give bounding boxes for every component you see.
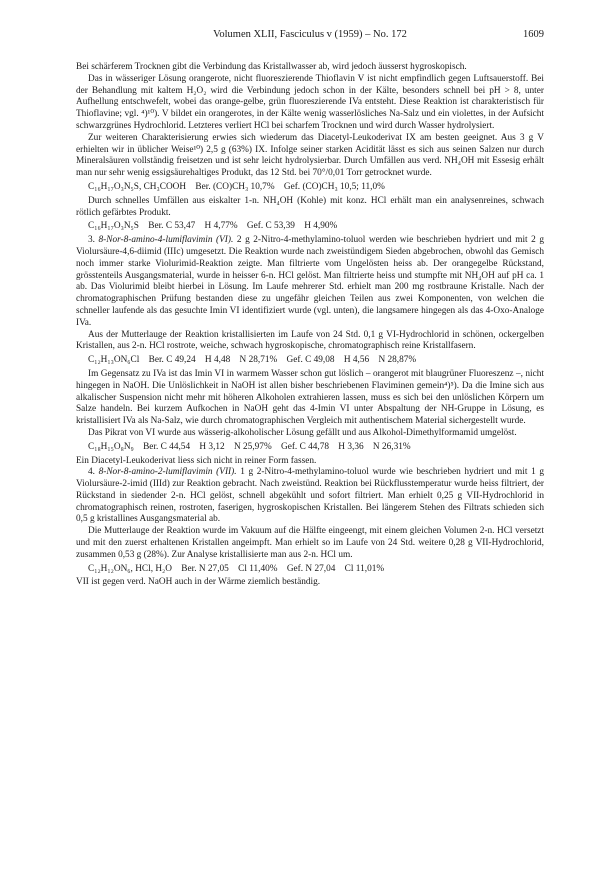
article-body (76, 62, 544, 589)
analysis-line (76, 442, 544, 454)
paragraph-text: 2 g 2-Nitro-4-methylamino-toluol werden wie beschrieben hydriert und mit 2 g Violursäure-4,6-diimid (IIIc) umgesetzt. Die Reaktion wurde nach zweistündigem Sieden abgebrochen, obwohl das Gemisch noch immer starke Violurimid-Reaktion zeigte. Man filtrierte vom Ungelösten heiss ab. Der orangegelbe Rückstand, grösstenteils Ausgangsmaterial, wurde in heisser 6-n. HCl gelöst. Man filtrierte heiss und stumpfte mit NH₄OH auf pH ca. 1 ab. Das Violurimid bleibt hierbei in Lösung. Im Laufe mehrerer Std. erhielt man 200 mg rostbraune Kristalle. Nach der chromatographischen Prüfung bestanden diese zu ungefähr gleichen Teilen aus zwei Komponenten, von welchen die schneller laufende als das gesuchte Imin VI identifiziert wurde (vgl. unten), die langsamere hingegen als das 4-Oxo-Analoge IVa. (76, 235, 545, 328)
compound-heading: 8-Nor-8-amino-4-lumiflavimin (VI). (98, 235, 234, 246)
page-number: 1609 (523, 29, 544, 40)
body-paragraph (76, 74, 544, 133)
body-paragraph (76, 196, 544, 220)
body-paragraph (76, 133, 544, 180)
body-paragraph (76, 62, 544, 74)
body-paragraph (76, 428, 544, 440)
section-number: 3. (88, 235, 99, 246)
body-paragraph (76, 330, 544, 354)
page-header (76, 28, 544, 41)
analysis-line (76, 564, 544, 576)
body-paragraph (76, 456, 544, 468)
paragraph-text: VII ist gegen verd. NaOH auch in der Wärme ziemlich beständig. (76, 577, 321, 588)
section-number: 4. (88, 467, 99, 478)
analysis-line (76, 355, 544, 367)
paragraph-text: Aus der Mutterlauge der Reaktion kristallisierten im Laufe von 24 Std. 0,1 g VI-Hydrochlorid in schönen, ockergelben Kristallen, aus 2-n. HCl rostrote, weiche, schwach hygroskopische, chromatographisch reine Kristallfasern. (76, 329, 544, 352)
paragraph-text: C₁₆H₁₇O₃N₅S Ber. C 53,47 H 4,77% Gef. C 53,39 H 4,90% (88, 221, 338, 232)
running-title: Volumen XLII, Fasciculus v (1959) – No. 172 (213, 29, 407, 40)
paragraph-text: C₁₆H₁₇O₃N₅S, CH₃COOH Ber. (CO)CH₃ 10,7% Gef. (CO)CH₃ 10,5; 11,0% (88, 181, 385, 192)
paragraph-text: Die Mutterlauge der Reaktion wurde im Vakuum auf die Hälfte eingeengt, mit einem gleichen Volumen 2-n. HCl versetzt und mit den zuerst erhaltenen Kristallen angeimpft. Man erhielt so im Laufe von 24 Std. weitere 0,28 g VII-Hydrochlorid, zusammen 0,53 g (28%). Zur Analyse kristallisierte man aus 2-n. HCl um. (76, 526, 544, 560)
paragraph-text: Das Pikrat von VI wurde aus wässerig-alkoholischer Lösung gefällt und aus Alkohol-Dimethylformamid umgelöst. (88, 427, 517, 438)
analysis-line (76, 221, 544, 233)
analysis-line (76, 182, 544, 194)
paragraph-text: Zur weiteren Charakterisierung erwies sich wiederum das Diacetyl-Leukoderivat IX am besten geeignet. Aus 3 g V erhielten wir in üblicher Weise¹⁰) 2,5 g (63%) IX. Infolge seiner starken Acidität lässt es sich aus seinen Salzen nur durch Mineralsäuren vollständig freisetzen und ist sehr leicht hydrolysierbar. Durch Umfällen aus verd. NH₄OH mit Essesig erhält man nur sehr wenig essigsäurehaltiges Produkt, das 12 Std. bei 70°/0,01 Torr getrocknet wurde. (76, 132, 544, 179)
body-paragraph (76, 369, 544, 428)
paragraph-text: Bei schärferem Trocknen gibt die Verbindung das Kristallwasser ab, wird jedoch äusserst hygroskopisch. (76, 62, 467, 72)
paragraph-text: 1 g 2-Nitro-4-methylamino-toluol wurde wie beschrieben hydriert und mit 1 g Violursäure-2-imid (IIId) zur Reaktion gebracht. Nach zweistünd. Reaktion bei Rückflusstemperatur wurde heiss filtriert, der Rückstand in siedender 2-n. HCl gelöst, schnell abgekühlt und sofort filtriert. Man erhielt 0,25 g VII-Hydrochlorid in chromatographisch reinen, rostroten, faserigen, hygroskopischen Kristallen. Bei längerem Stehen des Filtrats schieden sich 0,5 g kristallines Ausgangsmaterial ab. (76, 467, 544, 525)
compound-heading: 8-Nor-8-amino-2-lumiflavimin (VII). (98, 467, 237, 478)
body-paragraph (76, 467, 544, 526)
body-paragraph (76, 235, 544, 329)
paragraph-text: C₁₂H₁₂ON₆, HCl, H₂O Ber. N 27,05 Cl 11,40% Gef. N 27,04 Cl 11,01% (88, 563, 385, 574)
paragraph-text: Im Gegensatz zu IVa ist das Imin VI in warmem Wasser schon gut löslich – orangerot mit blaugrüner Fluoreszenz –, nicht hingegen in NaOH. Die Unlöslichkeit in NaOH ist allen bisher beschriebenen Flaviminen gemein⁴)⁵). Da die Imine sich aus alkalischer Suspension nicht mehr mit höheren Alkoholen extrahieren lassen, muss es sich bei den unlöslichen Körpern um Salze handeln. Bei kurzem Aufkochen in NaOH geht das 4-Imin VI unter Abspaltung der NH-Gruppe in Lösung, es kristallisiert IVa als Na-Salz, wie durch chromatographischen Vergleich mit authentischem Material sichergestellt wurde. (76, 368, 544, 427)
paragraph-text: C₁₂H₁₃ON₆Cl Ber. C 49,24 H 4,48 N 28,71% Gef. C 49,08 H 4,56 N 28,87% (88, 355, 417, 366)
paragraph-text: Das in wässeriger Lösung orangerote, nicht fluoreszierende Thioflavin V ist nicht empfindlich gegen Luftsauerstoff. Bei der Behandlung mit kaltem H₂O₂ wird die Verbindung jedoch schon in der Kälte, besonders schnell bei pH > 8, unter Aufhellung entschwefelt, wobei das orange-gelbe, grün fluoreszierende IVa entsteht. Diese Reaktion ist charakteristisch für Thioflavine; vgl. ⁴)¹⁰). V bildet ein orangerotes, in der Kälte wenig wasserlösliches Na-Salz und ein violettes, in der Aufsicht schwarzgrünes Hydrochlorid. Letzteres verliert HCl bei scharfem Trocknen und wird durch Wasser hydrolysiert. (76, 73, 544, 131)
paragraph-text: Ein Diacetyl-Leukoderivat liess sich nicht in reiner Form fassen. (76, 455, 317, 466)
body-paragraph (76, 577, 544, 589)
paragraph-text: C₁₈H₁₅O₈N₉ Ber. C 44,54 H 3,12 N 25,97% Gef. C 44,78 H 3,36 N 26,31% (88, 441, 411, 452)
paragraph-text: Durch schnelles Umfällen aus eiskalter 1-n. NH₄OH (Kohle) mit konz. HCl erhält man ein analysenreines, schwach rötlich gefärbtes Produkt. (76, 195, 544, 218)
body-paragraph (76, 526, 544, 561)
